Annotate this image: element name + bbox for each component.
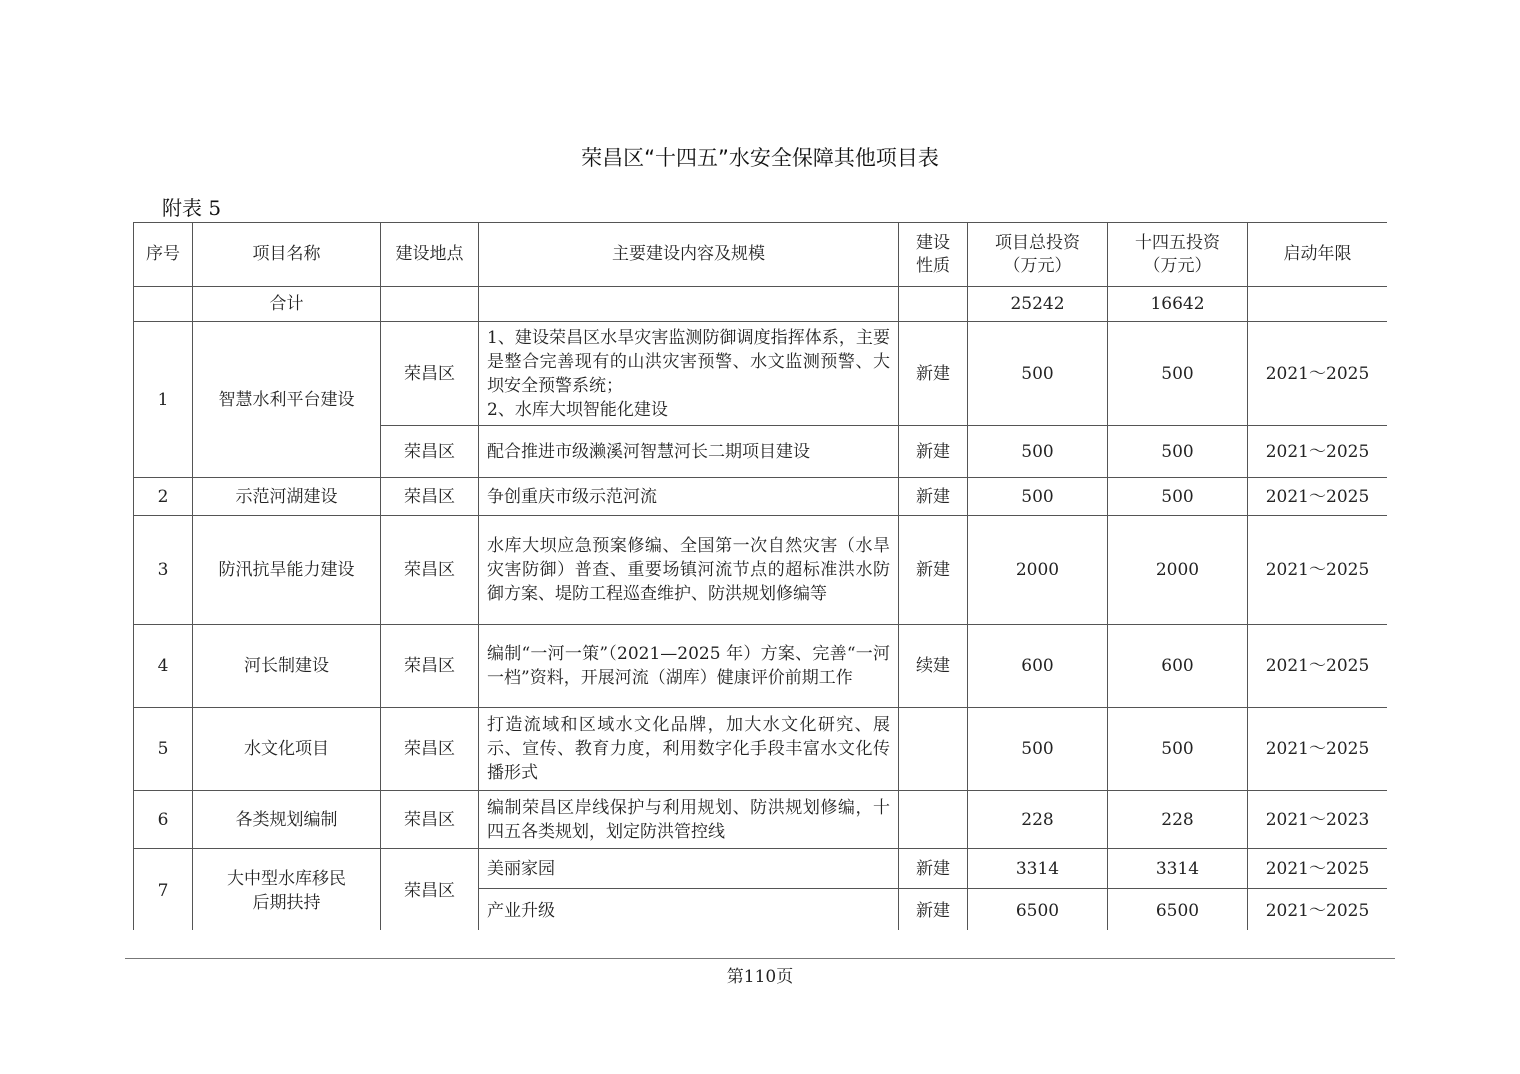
header-period: 启动年限: [1248, 223, 1388, 287]
project-table: [133, 222, 1387, 930]
row-seq: 5: [134, 708, 193, 791]
row-period: 2021～2025: [1248, 478, 1388, 516]
row-period: 2021～2025: [1248, 849, 1388, 889]
row-total-investment: 500: [968, 708, 1108, 791]
header-total-investment: 项目总投资 （万元）: [968, 223, 1108, 287]
row-total-investment: 6500: [968, 889, 1108, 931]
row-fyp-investment: 500: [1108, 322, 1248, 426]
row-location: 荣昌区: [381, 708, 479, 791]
row-project-name: 防汛抗旱能力建设: [193, 516, 381, 625]
table-cell: [479, 287, 899, 322]
row-project-name: 各类规划编制: [193, 791, 381, 849]
row-fyp-investment: 6500: [1108, 889, 1248, 931]
row-content: 1、建设荣昌区水旱灾害监测防御调度指挥体系，主要是整合完善现有的山洪灾害预警、水文监测预警、大坝安全预警系统； 2、水库大坝智能化建设: [479, 322, 899, 426]
row-fyp-investment: 3314: [1108, 849, 1248, 889]
row-seq: 3: [134, 516, 193, 625]
row-period: 2021～2025: [1248, 625, 1388, 708]
row-content: 编制荣昌区岸线保护与利用规划、防洪规划修编，十四五各类规划，划定防洪管控线: [479, 791, 899, 849]
table-row: [134, 625, 1388, 708]
page-title: 荣昌区“十四五”水安全保障其他项目表: [581, 146, 939, 170]
row-content: 争创重庆市级示范河流: [479, 478, 899, 516]
table-cell: [381, 287, 479, 322]
row-nature: 新建: [899, 889, 968, 931]
row-seq: 1: [134, 322, 193, 478]
row-nature: [899, 791, 968, 849]
table-row: [134, 516, 1388, 625]
total-label: 合计: [193, 287, 381, 322]
row-location: 荣昌区: [381, 849, 479, 931]
row-total-investment: 3314: [968, 849, 1108, 889]
table-row: [134, 849, 1388, 889]
row-period: 2021～2025: [1248, 322, 1388, 426]
row-project-name: 大中型水库移民 后期扶持: [193, 849, 381, 931]
row-content: 配合推进市级濑溪河智慧河长二期项目建设: [479, 426, 899, 478]
row-period: 2021～2025: [1248, 708, 1388, 791]
header-fyp-investment: 十四五投资 （万元）: [1108, 223, 1248, 287]
total-investment-value: 25242: [968, 287, 1108, 322]
appendix-label: 附表 5: [162, 196, 222, 220]
table-cell: [1248, 287, 1388, 322]
row-location: 荣昌区: [381, 516, 479, 625]
row-content: 产业升级: [479, 889, 899, 931]
header-nature: 建设 性质: [899, 223, 968, 287]
row-nature: 新建: [899, 322, 968, 426]
row-seq: 6: [134, 791, 193, 849]
row-location: 荣昌区: [381, 625, 479, 708]
row-period: 2021～2025: [1248, 889, 1388, 931]
row-content: 打造流域和区域水文化品牌，加大水文化研究、展示、宣传、教育力度，利用数字化手段丰富水文化传播形式: [479, 708, 899, 791]
row-fyp-investment: 500: [1108, 478, 1248, 516]
row-total-investment: 500: [968, 322, 1108, 426]
project-table-container: [133, 222, 1387, 930]
row-project-name: 水文化项目: [193, 708, 381, 791]
header-location: 建设地点: [381, 223, 479, 287]
row-location: 荣昌区: [381, 791, 479, 849]
page-number: 第110页: [726, 967, 794, 987]
row-total-investment: 500: [968, 426, 1108, 478]
row-total-investment: 600: [968, 625, 1108, 708]
row-content: 美丽家园: [479, 849, 899, 889]
row-seq: 2: [134, 478, 193, 516]
row-fyp-investment: 500: [1108, 708, 1248, 791]
row-project-name: 智慧水利平台建设: [193, 322, 381, 478]
row-seq: 4: [134, 625, 193, 708]
row-content: 编制“一河一策”（2021—2025 年）方案、完善“一河一档”资料，开展河流（湖库）健康评价前期工作: [479, 625, 899, 708]
table-row: [134, 791, 1388, 849]
row-nature: 新建: [899, 426, 968, 478]
table-cell: [899, 287, 968, 322]
row-location: 荣昌区: [381, 426, 479, 478]
row-fyp-investment: 600: [1108, 625, 1248, 708]
row-period: 2021～2025: [1248, 426, 1388, 478]
row-seq: 7: [134, 849, 193, 931]
row-total-investment: 2000: [968, 516, 1108, 625]
total-fyp-investment-value: 16642: [1108, 287, 1248, 322]
row-nature: 新建: [899, 478, 968, 516]
footer-divider: [125, 958, 1395, 959]
row-period: 2021～2023: [1248, 791, 1388, 849]
row-fyp-investment: 2000: [1108, 516, 1248, 625]
header-row: [134, 223, 1388, 287]
row-fyp-investment: 500: [1108, 426, 1248, 478]
total-row: [134, 287, 1388, 322]
row-fyp-investment: 228: [1108, 791, 1248, 849]
row-nature: 新建: [899, 516, 968, 625]
row-nature: 新建: [899, 849, 968, 889]
row-content: 水库大坝应急预案修编、全国第一次自然灾害（水旱灾害防御）普查、重要场镇河流节点的超标准洪水防御方案、堤防工程巡查维护、防洪规划修编等: [479, 516, 899, 625]
table-row: [134, 478, 1388, 516]
row-total-investment: 228: [968, 791, 1108, 849]
row-period: 2021～2025: [1248, 516, 1388, 625]
header-content: 主要建设内容及规模: [479, 223, 899, 287]
row-project-name: 河长制建设: [193, 625, 381, 708]
row-location: 荣昌区: [381, 478, 479, 516]
row-nature: 续建: [899, 625, 968, 708]
row-nature: [899, 708, 968, 791]
header-seq: 序号: [134, 223, 193, 287]
table-row: [134, 322, 1388, 426]
table-cell: [134, 287, 193, 322]
row-project-name: 示范河湖建设: [193, 478, 381, 516]
row-total-investment: 500: [968, 478, 1108, 516]
header-name: 项目名称: [193, 223, 381, 287]
table-row: [134, 708, 1388, 791]
row-location: 荣昌区: [381, 322, 479, 426]
